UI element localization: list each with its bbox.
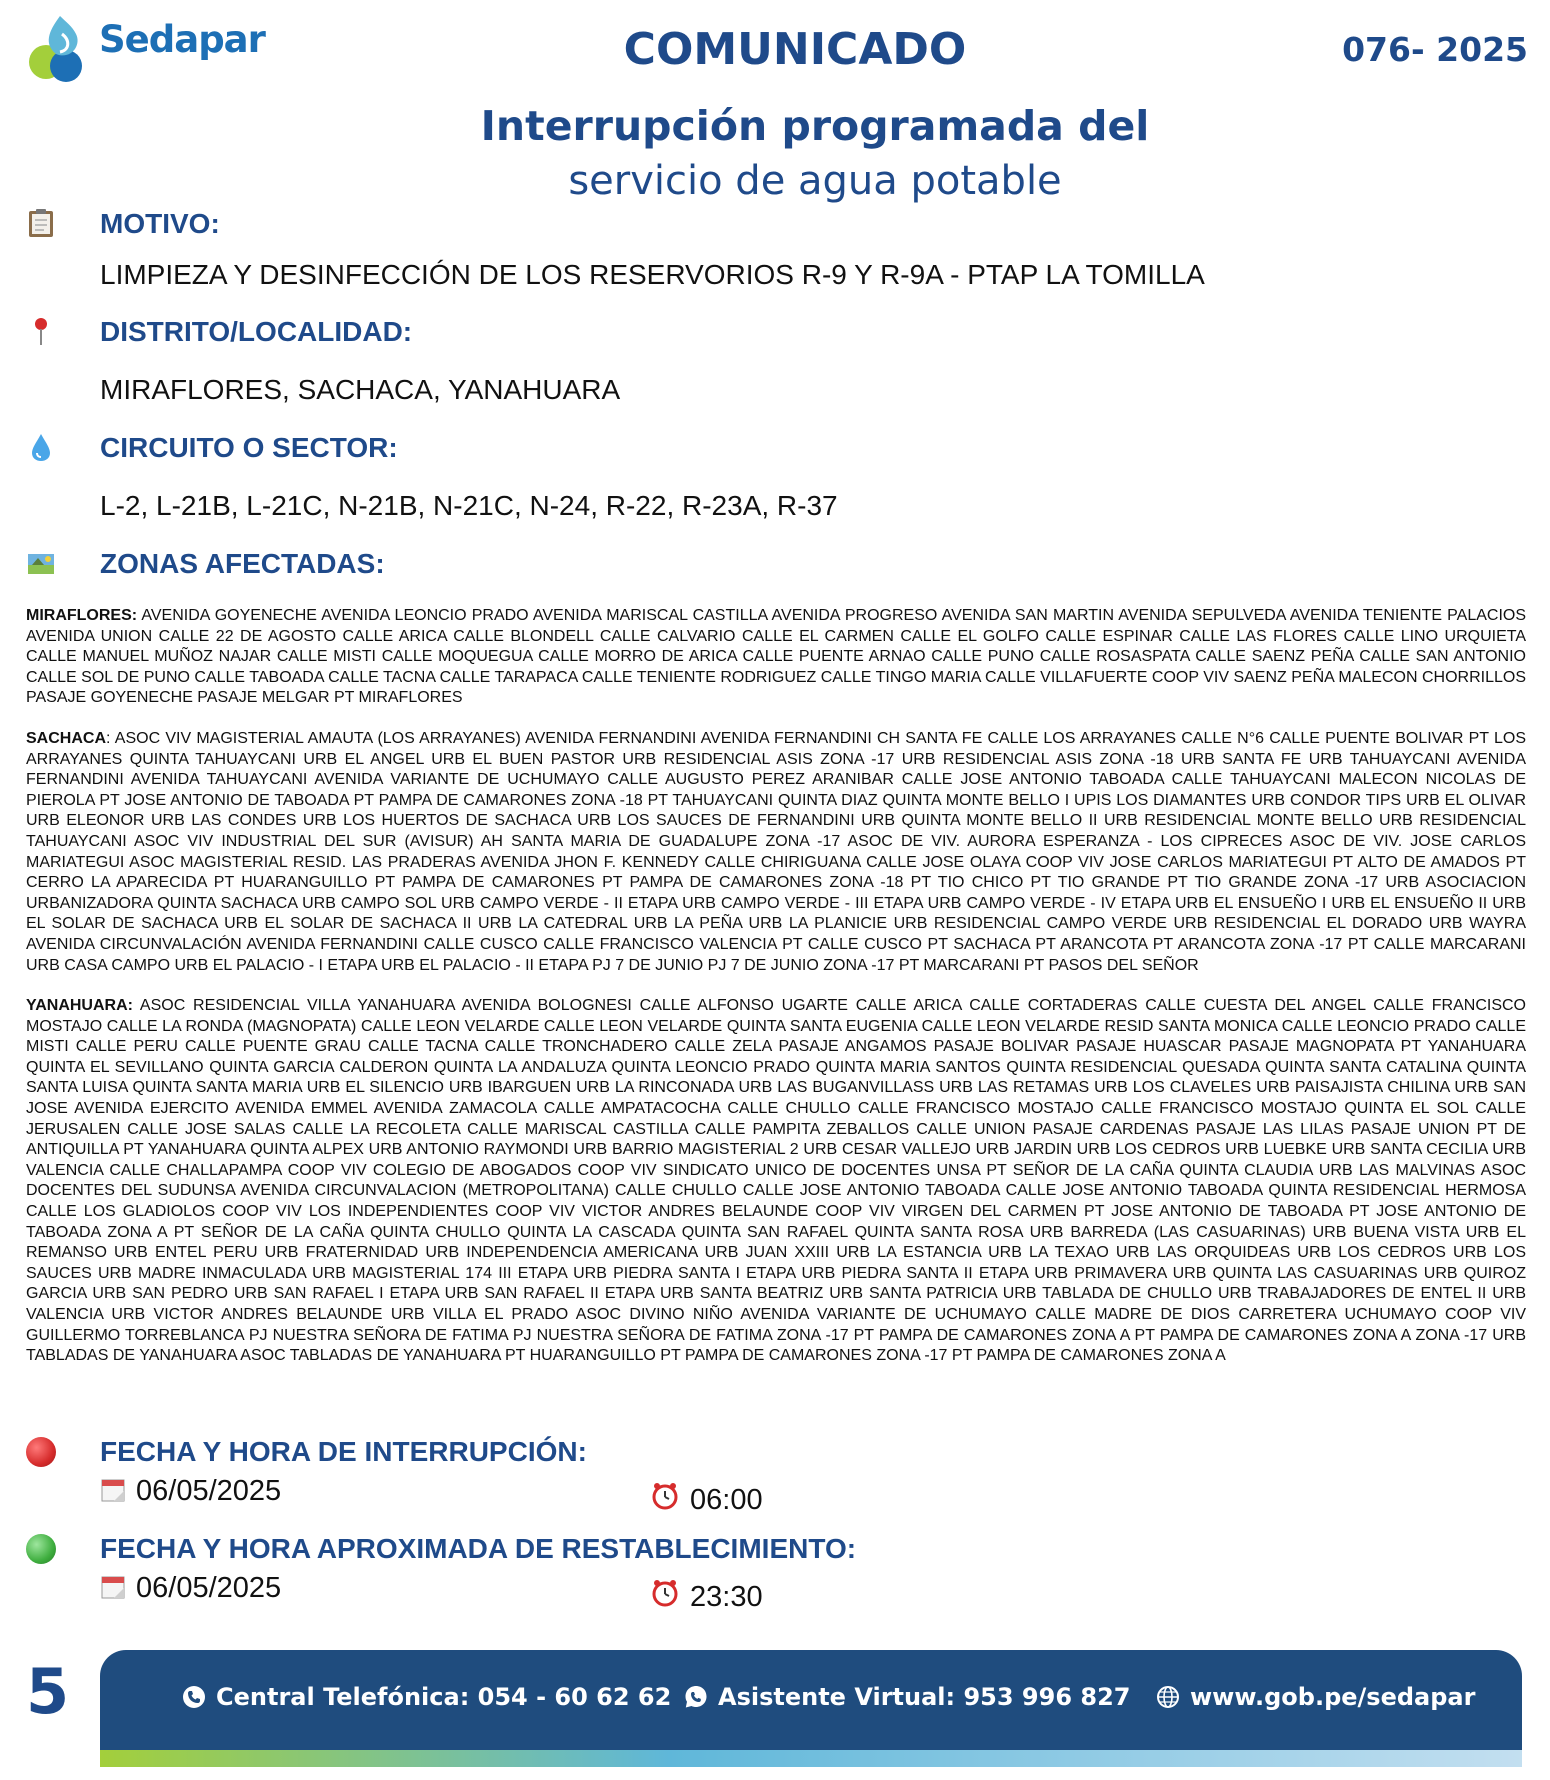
restoration-label: FECHA Y HORA APROXIMADA DE RESTABLECIMIENTO: [100,1533,857,1564]
whatsapp-icon [684,1685,708,1709]
interruption-label: FECHA Y HORA DE INTERRUPCIÓN: [100,1436,587,1467]
zone-district: YANAHUARA: [26,997,133,1015]
restoration-time: 23:30 [690,1581,763,1613]
motivo-value: LIMPIEZA Y DESINFECCIÓN DE LOS RESERVORIOS R-9 Y R-9A - PTAP LA TOMILLA [100,259,1205,290]
water-drop-icon [26,432,56,462]
zone-streets: : ASOC VIV MAGISTERIAL AMAUTA (LOS ARRAYANES) AVENIDA FERNANDINI AVENIDA FERNANDINI CH SANTA FE CALLE LOS ARRAYANES CALLE N°6 CALLE PUENTE BOLIVAR PT LOS ARRAYANES QUINTA TAHUAYCANI URB EL ANGEL URB EL BUEN PASTOR URB RESIDENCIAL ASIS ZONA -17 URB RESIDENCIAL ASIS ZONA -18 URB SANTA FE URB TAHUAYCANI AVENIDA FERNANDINI AVENIDA TAHUAYCANI AVENIDA VARIANTE DE UCHUMAYO CALLE AUGUSTO PEREZ ARANIBAR CALLE JOSE ANTONIO TABOADA CALLE TAHUAYCANI MALECON NICOLAS DE PIEROLA PT JOSE ANTONIO DE TABOADA PT PAMPA DE CAMARONES ZONA -18 PT TAHUAYCANI QUINTA DIAZ QUINTA MONTE BELLO I UPIS LOS DIAMANTES URB CONDOR TIPS URB EL OLIVAR URB ELEONOR URB LAS CONDES URB LOS HUERTOS DE SACHACA URB LOS SAUCES DE FERNANDINI URB QUINTA MONTE BELLO II URB RESIDENCIAL MONTE BELLO URB RESIDENCIAL TAHUAYCANI ASOC VIV INDUSTRIAL DEL SUR (AVISUR) AH SANTA MARIA DE GUADALUPE ZONA -17 ASOC DE VIV. AURORA ESPERANZA - LOS CIPRECES ASOC DE VIV. JOSE CARLOS MARIATEGUI ASOC MAGISTERIAL RESID. LAS PRADERAS AVENIDA JHON F. KENNEDY CALLE CHIRIGUANA CALLE JOSE OLAYA COOP VIV JOSE CARLOS MARIATEGUI PT ALTO DE AMADOS PT CERRO LA APARECIDA PT HUARANGUILLO PT PAMPA DE CAMARONES PT PAMPA DE CAMARONES ZONA -18 PT TIO CHICO PT TIO GRANDE PT TIO GRANDE ZONA -17 URB ASOCIACION URBANIZADORA QUINTA SACHACA URB CAMPO SOL URB CAMPO VERDE - II ETAPA URB CAMPO VERDE - III ETAPA URB CAMPO VERDE - IV ETAPA URB EL ENSUEÑO I URB EL ENSUEÑO II URB EL SOLAR DE SACHACA URB EL SOLAR DE SACHACA II URB LA CATEDRAL URB LA PEÑA URB LA PLANICIE URB RESIDENCIAL CAMPO VERDE URB RESIDENCIAL EL DORADO URB WAYRA AVENIDA CIRCUNVALACIÓN AVENIDA FERNANDINI CALLE CUSCO CALLE FRANCISCO VALENCIA PT CALLE CUSCO PT SACHACA PT ARANCOTA PT ARANCOTA ZONA -17 PT CALLE MARCARANI URB CASA CAMPO URB EL PALACIO - I ETAPA URB EL PALACIO - II ETAPA PJ 7 DE JUNIO PJ 7 DE JUNIO ZONA -17 PT MARCARANI PT PASOS DEL SEÑOR [26,729,1526,974]
pin-icon [26,316,56,346]
zone-sachaca [26,729,1526,976]
subtitle-line1: Interrupción programada del [480,102,1150,150]
zone-miraflores [26,606,1526,709]
page-title: COMUNICADO [623,24,967,75]
subtitle-line2: servicio de agua potable [568,158,1062,204]
phone-icon [182,1685,206,1709]
footer-phone-text: Central Telefónica: 054 - 60 62 62 [216,1683,672,1711]
calendar-icon [100,1477,126,1503]
zone-streets: AVENIDA GOYENECHE AVENIDA LEONCIO PRADO AVENIDA MARISCAL CASTILLA AVENIDA PROGRESO AVENIDA SAN MARTIN AVENIDA SEPULVEDA AVENIDA TENIENTE PALACIOS AVENIDA UNION CALLE 22 DE AGOSTO CALLE ARICA CALLE BLONDELL CALLE CALVARIO CALLE EL CARMEN CALLE EL GOLFO CALLE ESPINAR CALLE LAS FLORES CALLE LINO URQUIETA CALLE MANUEL MUÑOZ NAJAR CALLE MISTI CALLE MOQUEGUA CALLE MORRO DE ARICA CALLE PUENTE ARNAO CALLE PUNO CALLE ROSASPATA CALLE SAENZ PEÑA CALLE SAN ANTONIO CALLE SOL DE PUNO CALLE TABOADA CALLE TACNA CALLE TARAPACA CALLE TENIENTE RODRIGUEZ CALLE TINGO MARIA CALLE VILLAFUERTE COOP VIV SAENZ PEÑA MALECON CHORRILLOS PASAJE GOYENECHE PASAJE MELGAR PT MIRAFLORES [26,607,1527,707]
calendar-icon [100,1574,126,1600]
globe-icon [1156,1685,1180,1709]
map-icon [26,549,56,579]
clipboard-icon [26,208,56,238]
restoration-date: 06/05/2025 [136,1572,282,1604]
zonas-label: ZONAS AFECTADAS: [100,548,385,579]
document-number: 076- 2025 [1342,30,1528,69]
restoration-status-icon [26,1534,56,1564]
interruption-status-icon [26,1437,56,1467]
footer-website-text: www.gob.pe/sedapar [1190,1683,1476,1711]
footer-whatsapp-text: Asistente Virtual: 953 996 827 [718,1683,1131,1711]
zone-district: MIRAFLORES: [26,607,138,624]
circuito-value: L-2, L-21B, L-21C, N-21B, N-21C, N-24, R-22, R-23A, R-37 [100,490,838,521]
alarm-clock-icon [651,1579,679,1607]
alarm-clock-icon [651,1482,679,1510]
zone-yanahuara [26,996,1526,1367]
zone-streets: ASOC RESIDENCIAL VILLA YANAHUARA AVENIDA BOLOGNESI CALLE ALFONSO UGARTE CALLE ARICA CALLE CORTADERAS CALLE CUESTA DEL ANGEL CALLE FRANCISCO MOSTAJO CALLE LA RONDA (MAGNOPATA) CALLE LEON VELARDE CALLE LEON VELARDE QUINTA SANTA EUGENIA CALLE LEON VELARDE RESID SANTA MONICA CALLE LEONCIO PRADO CALLE MISTI CALLE PERU CALLE PUENTE GRAU CALLE TACNA CALLE TRONCHADERO CALLE ZELA PASAJE ANGAMOS PASAJE BOLIVAR PASAJE HUASCAR PASAJE MAGNOPATA PT YANAHUARA QUINTA EL SEVILLANO QUINTA GARCIA CALDERON QUINTA LA ANDALUZA QUINTA LEONCIO PRADO QUINTA MARIA SANTOS QUINTA RESIDENCIAL QUESADA QUINTA SANTA CATALINA QUINTA SANTA LUISA QUINTA SANTA MARIA URB EL SILENCIO URB IBARGUEN URB LA RINCONADA URB LAS BUGANVILLASS URB LAS RETAMAS URB LOS CLAVELES URB PAISAJISTA CHILINA URB SAN JOSE AVENIDA EJERCITO AVENIDA EMMEL AVENIDA ZAMACOLA CALLE AMPATACOCHA CALLE CHULLO CALLE FRANCISCO MOSTAJO CALLE FRANCISCO MOSTAJO QUINTA EL SOL CALLE JERUSALEN CALLE JOSE SALAS CALLE LA RECOLETA CALLE MARISCAL CASTILLA CALLE PAMPITA ZEBALLOS CALLE UNION PASAJE CARDENAS PASAJE LAS LILAS PASAJE UNION PT DE ANTIQUILLA PT YANAHUARA QUINTA ALPEX URB ANTONIO RAYMONDI URB BARRIO MAGISTERIAL 2 URB CESAR VALLEJO URB JARDIN URB LOS CEDROS URB LUEBKE URB SANTA CECILIA URB VALENCIA CALLE CHALLAPAMPA COOP VIV COLEGIO DE ABOGADOS COOP VIV SINDICATO UNICO DE DOCENTES UNSA PT SEÑOR DE LA CAÑA QUINTA CLAUDIA URB LAS MALVINAS ASOC DOCENTES DEL SUDUNSA AVENIDA CIRCUNVALACION (METROPOLITANA) CALLE CHULLO CALLE JOSE ANTONIO TABOADA CALLE JOSE ANTONIO TABOADA QUINTA RESIDENCIAL HERMOSA CALLE LOS GLADIOLOS COOP VIV LOS INDEPENDIENTES COOP VIV VICTOR ANDRES BELAUNDE COOP VIV VIRGEN DEL CARMEN PT JOSE ANTONIO DE TABOADA PT JOSE ANTONIO DE TABOADA ZONA A PT SEÑOR DE LA CAÑA QUINTA CHULLO QUINTA LA CASCADA QUINTA SAN RAFAEL QUINTA SANTA ROSA URB BARREDA (LAS CASUARINAS) URB BUENA VISTA URB EL REMANSO URB ENTEL PERU URB FRATERNIDAD URB INDEPENDENCIA AMERICANA URB JUAN XXIII URB LA ESTANCIA URB LA TEXAO URB LAS ORQUIDEAS URB LOS CEDROS URB LOS SAUCES URB MADRE INMACULADA URB MAGISTERIAL 174 III ETAPA URB PIEDRA SANTA I ETAPA URB PIEDRA SANTA II ETAPA URB PRIMAVERA URB QUINTA LAS CASUARINAS URB QUIROZ GARCIA URB SAN PEDRO URB SAN RAFAEL I ETAPA URB SAN RAFAEL II ETAPA URB SANTA BEATRIZ URB SANTA PATRICIA URB TABLADA DE CHULLO URB TRABAJADORES DE ENTEL II URB VALENCIA URB VICTOR ANDRES BELAUNDE URB VILLA EL PRADO ASOC DIVINO NIÑO AVENIDA VARIANTE DE UCHUMAYO CALLE MADRE DE DIOS CARRETERA UCHUMAYO COOP VIV GUILLERMO TORREBLANCA PJ NUESTRA SEÑORA DE FATIMA PJ NUESTRA SEÑORA DE FATIMA ZONA -17 PT PAMPA DE CAMARONES ZONA A PT PAMPA DE CAMARONES ZONA A ZONA -17 URB TABLADAS DE YANAHUARA ASOC TABLADAS DE YANAHUARA PT HUARANGUILLO PT PAMPA DE CAMARONES ZONA -17 PT PAMPA DE CAMARONES ZONA A [26,997,1527,1365]
interruption-time: 06:00 [690,1484,763,1516]
footer-stripe [100,1750,1522,1767]
brand-name: Sedapar [99,18,265,61]
affected-zones [26,606,1526,1387]
footer-whatsapp[interactable] [684,1683,1130,1711]
interruption-date: 06/05/2025 [136,1475,282,1507]
footer-phone[interactable] [182,1683,671,1711]
zone-district: SACHACA [26,729,106,747]
distrito-value: MIRAFLORES, SACHACA, YANAHUARA [100,374,621,405]
distrito-label: DISTRITO/LOCALIDAD: [100,316,413,347]
circuito-label: CIRCUITO O SECTOR: [100,432,398,463]
page-number: 5 [26,1655,70,1728]
motivo-label: MOTIVO: [100,208,220,239]
footer-website[interactable] [1156,1683,1475,1711]
